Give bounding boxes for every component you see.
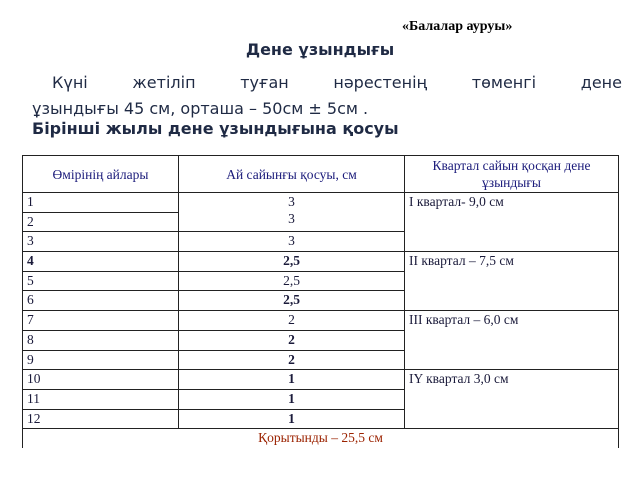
header-monthly-gain: Ай сайынғы қосуы, см	[179, 156, 405, 193]
month-cell: 5	[23, 271, 179, 291]
intro-word: нәрестенің	[333, 73, 428, 92]
table-header-row	[23, 156, 619, 193]
gain-cell: 2,5	[179, 271, 405, 291]
total-cell: Қорытынды – 25,5 см	[23, 429, 619, 448]
intro-word: жетіліп	[132, 73, 196, 92]
table-total-row	[23, 429, 619, 448]
month-cell: 12	[23, 409, 179, 429]
quarter-cell-3: III квартал – 6,0 см	[405, 311, 619, 370]
gain-cell: 2	[179, 330, 405, 350]
month-cell: 3	[23, 232, 179, 252]
intro-word: дене	[580, 73, 622, 92]
month-cell: 10	[23, 370, 179, 390]
quarter-cell-2: II квартал – 7,5 см	[405, 252, 619, 311]
month-cell: 4	[23, 252, 179, 272]
month-cell: 2	[23, 212, 179, 232]
gain-value: 3	[288, 194, 295, 209]
gain-cell: 2,5	[179, 252, 405, 272]
gain-cell: 1	[179, 409, 405, 429]
month-cell: 8	[23, 330, 179, 350]
intro-paragraph	[32, 70, 622, 122]
quarter-cell-1: I квартал- 9,0 см	[405, 193, 619, 252]
gain-cell	[179, 193, 405, 232]
growth-table	[22, 155, 619, 448]
intro-line-2: ұзындығы 45 см, орташа – 50см ± 5см .	[32, 99, 369, 118]
slide-title: Дене ұзындығы	[245, 40, 395, 59]
quarter-cell-4: IY квартал 3,0 см	[405, 370, 619, 429]
month-cell: 1	[23, 193, 179, 213]
month-cell: 6	[23, 291, 179, 311]
header-text: «Балалар ауруы»	[402, 19, 513, 34]
gain-cell: 2	[179, 311, 405, 331]
header-quarter-gain	[405, 156, 619, 193]
month-cell: 11	[23, 389, 179, 409]
header-quarter-line-1: Квартал сайын қосқан дене	[432, 158, 591, 173]
header-quarter-line-2: ұзындығы	[482, 175, 541, 190]
gain-cell: 2,5	[179, 291, 405, 311]
table-row	[23, 252, 619, 272]
intro-line-1	[32, 70, 622, 96]
intro-word: төменгі	[471, 73, 537, 92]
gain-value: 3	[288, 211, 295, 226]
gain-cell: 1	[179, 389, 405, 409]
table-row	[23, 311, 619, 331]
gain-cell: 3	[179, 232, 405, 252]
intro-word: Күні	[52, 73, 88, 92]
month-cell: 7	[23, 311, 179, 331]
gain-cell: 1	[179, 370, 405, 390]
table-row	[23, 193, 619, 213]
gain-cell: 2	[179, 350, 405, 370]
intro-word: туған	[240, 73, 289, 92]
table-row	[23, 370, 619, 390]
month-cell: 9	[23, 350, 179, 370]
section-subtitle: Бірінші жылы дене ұзындығына қосуы	[32, 119, 399, 138]
header-months: Өмірінің айлары	[23, 156, 179, 193]
